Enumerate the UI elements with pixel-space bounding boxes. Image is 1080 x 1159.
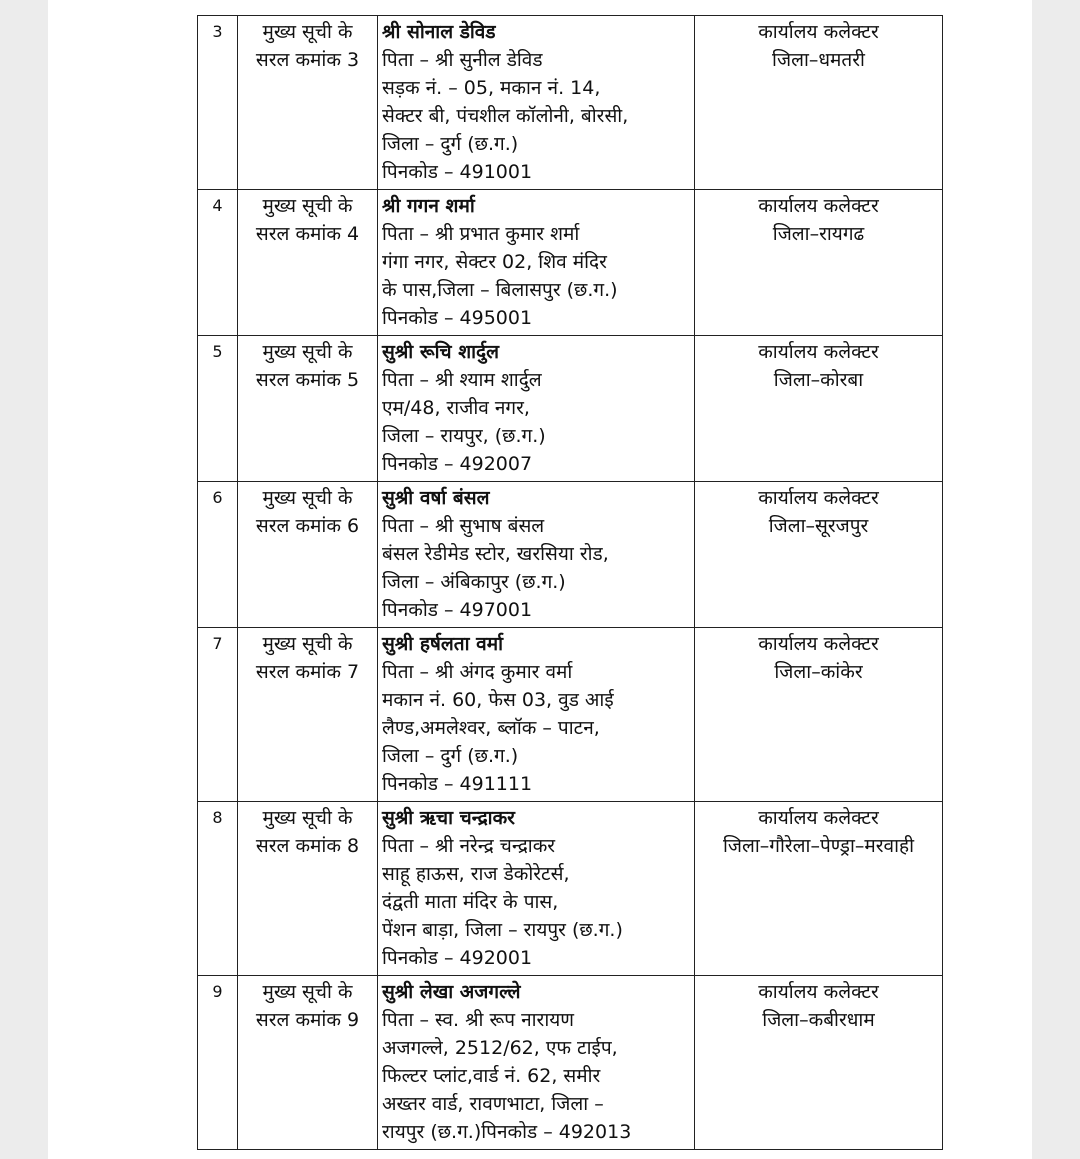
- candidate-name: सुश्री लेखा अजगल्ले: [382, 981, 521, 1003]
- main-list-reference: [238, 976, 378, 1150]
- serial-number: 6: [198, 482, 238, 628]
- table-row: [198, 802, 943, 976]
- table-row: [198, 190, 943, 336]
- table-row: [198, 628, 943, 802]
- address-line: जिला – दुर्ग (छ.ग.): [382, 745, 519, 767]
- office-line: जिला–कबीरधाम: [762, 1009, 875, 1031]
- table-row: [198, 16, 943, 190]
- posting-office: [695, 336, 943, 482]
- candidate-name: श्री गगन शर्मा: [382, 195, 475, 217]
- main-list-reference: [238, 482, 378, 628]
- address-line: पिनकोड – 491111: [382, 773, 533, 795]
- reference-line: मुख्य सूची के: [262, 195, 353, 217]
- candidate-details: [378, 336, 695, 482]
- office-line: कार्यालय कलेक्टर: [758, 981, 879, 1003]
- office-line: कार्यालय कलेक्टर: [758, 341, 879, 363]
- office-line: कार्यालय कलेक्टर: [758, 21, 879, 43]
- office-line: कार्यालय कलेक्टर: [758, 807, 879, 829]
- appointment-table: [197, 15, 943, 1150]
- candidate-name: सुश्री हर्षलता वर्मा: [382, 633, 503, 655]
- office-line: जिला–रायगढ: [772, 223, 865, 245]
- office-line: कार्यालय कलेक्टर: [758, 633, 879, 655]
- address-line: दंद्वती माता मंदिर के पास,: [382, 891, 559, 913]
- address-line: गंगा नगर, सेक्टर 02, शिव मंदिर: [382, 251, 607, 273]
- address-line: सेक्टर बी, पंचशील कॉलोनी, बोरसी,: [382, 105, 629, 127]
- address-line: पिता – श्री श्याम शार्दुल: [382, 369, 542, 391]
- candidate-details: [378, 190, 695, 336]
- address-line: फिल्टर प्लांट,वार्ड नं. 62, समीर: [382, 1065, 601, 1087]
- serial-number: 7: [198, 628, 238, 802]
- table-row: [198, 336, 943, 482]
- posting-office: [695, 482, 943, 628]
- reference-line: सरल कमांक 3: [255, 49, 360, 71]
- reference-line: मुख्य सूची के: [262, 487, 353, 509]
- address-line: रायपुर (छ.ग.)पिनकोड – 492013: [382, 1121, 632, 1143]
- candidate-name: सुश्री वर्षा बंसल: [382, 487, 490, 509]
- reference-line: सरल कमांक 9: [255, 1009, 360, 1031]
- address-line: मकान नं. 60, फेस 03, वुड आई: [382, 689, 614, 711]
- address-line: लैण्ड,अमलेश्वर, ब्लॉक – पाटन,: [382, 717, 600, 739]
- reference-line: मुख्य सूची के: [262, 807, 353, 829]
- address-line: जिला – दुर्ग (छ.ग.): [382, 133, 519, 155]
- address-line: पिता – श्री नरेन्द्र चन्द्राकर: [382, 835, 556, 857]
- candidate-details: [378, 976, 695, 1150]
- main-list-reference: [238, 628, 378, 802]
- office-line: जिला–गौरेला–पेण्ड्रा–मरवाही: [722, 835, 915, 857]
- address-line: पिता – श्री अंगद कुमार वर्मा: [382, 661, 573, 683]
- reference-line: मुख्य सूची के: [262, 21, 353, 43]
- main-list-reference: [238, 16, 378, 190]
- reference-line: सरल कमांक 8: [255, 835, 360, 857]
- serial-number: 9: [198, 976, 238, 1150]
- office-line: कार्यालय कलेक्टर: [758, 487, 879, 509]
- address-line: एम/48, राजीव नगर,: [382, 397, 530, 419]
- address-line: अजगल्ले, 2512/62, एफ टाईप,: [382, 1037, 618, 1059]
- posting-office: [695, 802, 943, 976]
- address-line: पिनकोड – 495001: [382, 307, 533, 329]
- reference-line: मुख्य सूची के: [262, 633, 353, 655]
- table-body: [198, 16, 943, 1150]
- address-line: पिनकोड – 492007: [382, 453, 533, 475]
- address-line: पिता – श्री प्रभात कुमार शर्मा: [382, 223, 580, 245]
- candidate-details: [378, 482, 695, 628]
- address-line: पिनकोड – 492001: [382, 947, 533, 969]
- address-line: पिनकोड – 497001: [382, 599, 533, 621]
- address-line: पेंशन बाड़ा, जिला – रायपुर (छ.ग.): [382, 919, 623, 941]
- office-line: कार्यालय कलेक्टर: [758, 195, 879, 217]
- posting-office: [695, 976, 943, 1150]
- posting-office: [695, 190, 943, 336]
- table-row: [198, 482, 943, 628]
- office-line: जिला–कोरबा: [773, 369, 864, 391]
- candidate-details: [378, 16, 695, 190]
- address-line: बंसल रेडीमेड स्टोर, खरसिया रोड,: [382, 543, 609, 565]
- serial-number: 3: [198, 16, 238, 190]
- office-line: जिला–धमतरी: [772, 49, 865, 71]
- serial-number: 5: [198, 336, 238, 482]
- candidate-details: [378, 628, 695, 802]
- candidate-name: सुश्री रूचि शार्दुल: [382, 341, 500, 363]
- table-row: [198, 976, 943, 1150]
- candidate-name: सुश्री ऋचा चन्द्राकर: [382, 807, 515, 829]
- office-line: जिला–सूरजपुर: [768, 515, 869, 537]
- serial-number: 8: [198, 802, 238, 976]
- address-line: जिला – अंबिकापुर (छ.ग.): [382, 571, 566, 593]
- reference-line: सरल कमांक 6: [255, 515, 360, 537]
- reference-line: सरल कमांक 5: [255, 369, 360, 391]
- main-list-reference: [238, 190, 378, 336]
- reference-line: मुख्य सूची के: [262, 981, 353, 1003]
- posting-office: [695, 628, 943, 802]
- reference-line: सरल कमांक 7: [255, 661, 360, 683]
- candidate-name: श्री सोनाल डेविड: [382, 21, 496, 43]
- address-line: के पास,जिला – बिलासपुर (छ.ग.): [382, 279, 618, 301]
- main-list-reference: [238, 336, 378, 482]
- candidate-details: [378, 802, 695, 976]
- address-line: साहू हाऊस, राज डेकोरेटर्स,: [382, 863, 570, 885]
- address-line: पिता – स्व. श्री रूप नारायण: [382, 1009, 574, 1031]
- address-line: सड़क नं. – 05, मकान नं. 14,: [382, 77, 601, 99]
- address-line: पिता – श्री सुनील डेविड: [382, 49, 543, 71]
- address-line: अख्तर वार्ड, रावणभाटा, जिला –: [382, 1093, 604, 1115]
- reference-line: मुख्य सूची के: [262, 341, 353, 363]
- posting-office: [695, 16, 943, 190]
- main-list-reference: [238, 802, 378, 976]
- serial-number: 4: [198, 190, 238, 336]
- address-line: पिनकोड – 491001: [382, 161, 533, 183]
- address-line: पिता – श्री सुभाष बंसल: [382, 515, 545, 537]
- office-line: जिला–कांकेर: [774, 661, 863, 683]
- reference-line: सरल कमांक 4: [255, 223, 360, 245]
- address-line: जिला – रायपुर, (छ.ग.): [382, 425, 546, 447]
